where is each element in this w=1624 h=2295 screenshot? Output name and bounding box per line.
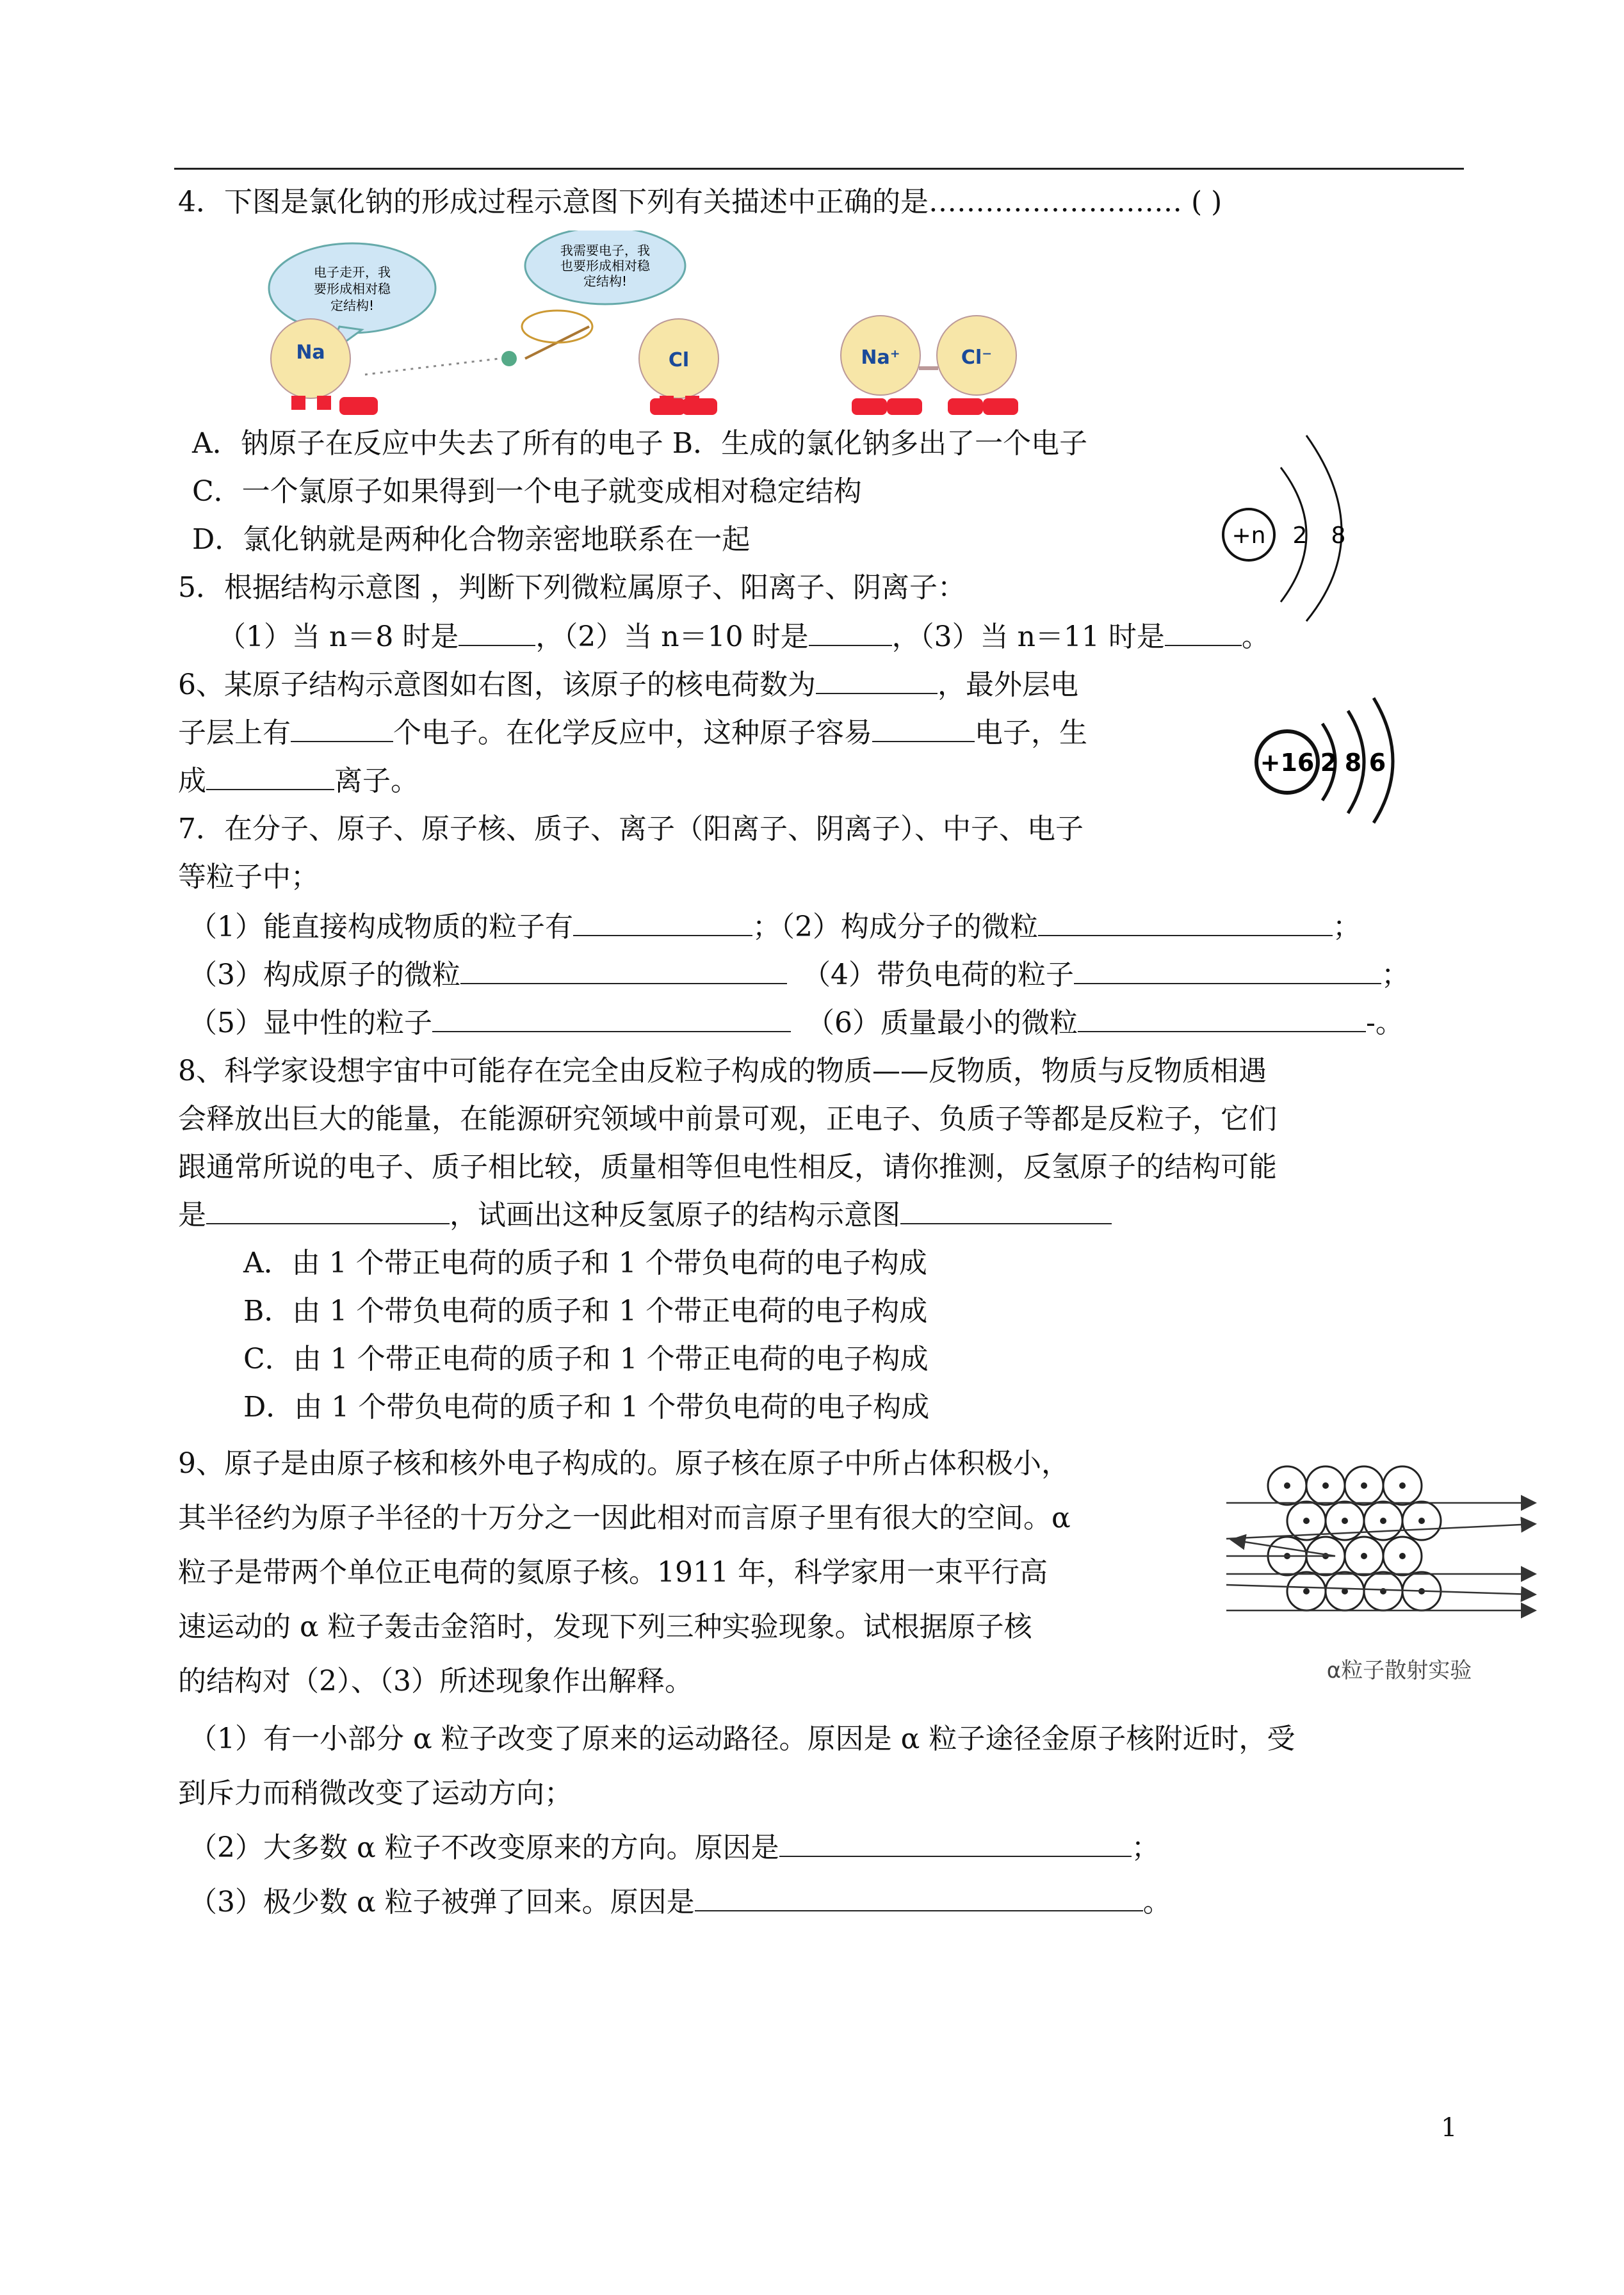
q7-item3: （3）构成原子的微粒 bbox=[189, 959, 460, 991]
alpha-scattering-figure bbox=[1220, 1457, 1559, 1700]
q5-stem: 5．根据结构示意图 ，判断下列微粒属原子、阳离子、阴离子： bbox=[178, 571, 966, 604]
q5-sub-end: 。 bbox=[1241, 620, 1270, 653]
q5-shell-1: 2 bbox=[1292, 523, 1308, 549]
q8-option-a: A．由 1 个带正电荷的质子和 1 个带负电荷的电子构成 bbox=[243, 1247, 927, 1279]
q4-stem: 4．下图是氯化钠的形成过程示意图下列有关描述中正确的是……………………… ( ) bbox=[178, 186, 1222, 218]
cl-ion-label: Cl⁻ bbox=[961, 346, 993, 369]
q7-row1 bbox=[189, 909, 1361, 945]
q4-option-d: D．氯化钠就是两种化合物亲密地联系在一起 bbox=[192, 523, 751, 556]
q7-row3 bbox=[189, 1005, 1404, 1041]
q5-sub2-label: ，（2）当 n＝10 时是 bbox=[535, 620, 809, 653]
q6-line2a: 子层上有 bbox=[178, 717, 291, 749]
q7-row2-end: ； bbox=[1381, 959, 1409, 991]
q7-blank-1[interactable] bbox=[573, 909, 752, 936]
q4-option-ab: A．钠原子在反应中失去了所有的电子 B．生成的氯化钠多出了一个电子 bbox=[192, 427, 1088, 460]
q9-blank-3[interactable] bbox=[695, 1885, 1143, 1911]
q6-line1 bbox=[178, 667, 1078, 703]
q8-line4b: ，试画出这种反氢原子的结构示意图 bbox=[450, 1199, 900, 1231]
q9-p1-line1: （1）有一小部分 α 粒子改变了原来的运动路径。原因是 α 粒子途径金原子核附近时，受 bbox=[189, 1723, 1295, 1755]
bubble2-line3: 定结构! bbox=[583, 273, 628, 289]
q9-p2-label: （2）大多数 α 粒子不改变原来的方向。原因是 bbox=[189, 1831, 779, 1864]
q6-line2c: 电子，生 bbox=[975, 717, 1087, 749]
q7-row1-end: ； bbox=[1333, 911, 1361, 943]
q5-sub3-label: ，（3）当 n＝11 时是 bbox=[891, 620, 1165, 653]
q7-row2 bbox=[189, 957, 1409, 993]
nacl-illustration bbox=[256, 231, 1089, 423]
q7-blank-2[interactable] bbox=[1038, 909, 1333, 936]
q8-blank-diagram[interactable] bbox=[900, 1197, 1112, 1224]
q9-line2: 其半径约为原子半径的十万分之一因此相对而言原子里有很大的空间。α bbox=[178, 1502, 1071, 1534]
bubble1-line2: 要形成相对稳 bbox=[314, 281, 391, 296]
q6-shell-1: 2 bbox=[1320, 749, 1338, 777]
q6-line3a: 成 bbox=[178, 765, 206, 797]
na-label: Na bbox=[296, 341, 325, 364]
q7-line1: 7．在分子、原子、原子核、质子、离子（阳离子、阴离子）、中子、电子 bbox=[178, 813, 1084, 845]
q5-blank-2[interactable] bbox=[809, 619, 892, 646]
q6-blank-charge[interactable] bbox=[816, 667, 938, 694]
q8-option-d: D．由 1 个带负电荷的质子和 1 个带负电荷的电子构成 bbox=[243, 1391, 930, 1423]
q9-p2 bbox=[189, 1830, 1160, 1866]
q7-item4: （4）带负电荷的粒子 bbox=[802, 959, 1074, 991]
top-rule bbox=[174, 168, 1464, 170]
q8-option-c: C．由 1 个带正电荷的质子和 1 个带正电荷的电子构成 bbox=[243, 1343, 929, 1375]
q7-row3-end: -。 bbox=[1366, 1007, 1404, 1039]
q8-option-b: B．由 1 个带负电荷的质子和 1 个带正电荷的电子构成 bbox=[243, 1295, 928, 1327]
q7-item6: （6）质量最小的微粒 bbox=[806, 1007, 1078, 1039]
q8-line2: 会释放出巨大的能量，在能源研究领域中前景可观，正电子、负质子等都是反粒子，它们 bbox=[178, 1103, 1277, 1135]
alpha-figure-caption: α粒子散射实验 bbox=[1326, 1658, 1472, 1683]
q5-sub1-label: （1）当 n＝8 时是 bbox=[218, 620, 459, 653]
q6-line3b: 离子。 bbox=[334, 765, 419, 797]
q5-structure-diagram bbox=[1210, 429, 1370, 628]
q7-item5: （5）显中性的粒子 bbox=[189, 1007, 432, 1039]
q5-nucleus: +n bbox=[1231, 523, 1266, 549]
q9-p3-label: （3）极少数 α 粒子被弹了回来。原因是 bbox=[189, 1886, 695, 1918]
bubble1-line3: 定结构! bbox=[330, 298, 375, 313]
q7-line2: 等粒子中； bbox=[178, 861, 319, 893]
q9-p3 bbox=[189, 1885, 1171, 1920]
q7-blank-3[interactable] bbox=[460, 957, 787, 984]
q9-line1: 9、原子是由原子核和核外电子构成的。原子核在原子中所占体积极小， bbox=[178, 1447, 1069, 1480]
q9-line4: 速运动的 α 粒子轰击金箔时，发现下列三种实验现象。试根据原子核 bbox=[178, 1610, 1032, 1643]
q6-blank-gainlose[interactable] bbox=[872, 715, 975, 742]
page-number: 1 bbox=[1441, 2113, 1458, 2143]
q5-blank-3[interactable] bbox=[1165, 619, 1242, 646]
q9-p1-line2: 到斥力而稍微改变了运动方向； bbox=[178, 1777, 572, 1810]
q9-line3: 粒子是带两个单位正电荷的氦原子核。1911 年，科学家用一束平行高 bbox=[178, 1556, 1048, 1589]
q6-shell-2: 8 bbox=[1344, 749, 1362, 777]
q6-structure-diagram bbox=[1252, 692, 1406, 826]
na-ion-label: Na⁺ bbox=[861, 346, 900, 369]
q7-item2: ；（2）构成分子的微粒 bbox=[752, 911, 1038, 943]
q8-line4a: 是 bbox=[178, 1199, 206, 1231]
q9-p3-end: 。 bbox=[1142, 1886, 1171, 1918]
q7-blank-5[interactable] bbox=[432, 1005, 791, 1032]
q6-nucleus: +16 bbox=[1260, 749, 1315, 777]
q5-sub bbox=[218, 619, 1270, 655]
q9-line5: 的结构对（2）、（3）所述现象作出解释。 bbox=[178, 1665, 693, 1698]
q6-line1b: ，最外层电 bbox=[938, 669, 1078, 701]
q7-blank-4[interactable] bbox=[1074, 957, 1381, 984]
q6-shell-3: 6 bbox=[1368, 749, 1386, 777]
q5-shell-2: 8 bbox=[1331, 523, 1346, 549]
q6-blank-ion[interactable] bbox=[206, 763, 334, 790]
bubble1-line1: 电子走开，我 bbox=[314, 264, 391, 280]
q9-p2-end: ； bbox=[1131, 1831, 1160, 1864]
q6-line3 bbox=[178, 763, 419, 799]
bubble2-line2: 也要形成相对稳 bbox=[560, 258, 650, 273]
bubble2-line1: 我需要电子，我 bbox=[560, 243, 650, 258]
q8-line3: 跟通常所说的电子、质子相比较，质量相等但电性相反，请你推测，反氢原子的结构可能 bbox=[178, 1151, 1277, 1183]
q7-blank-6[interactable] bbox=[1078, 1005, 1366, 1032]
q8-blank-structure[interactable] bbox=[206, 1197, 450, 1224]
q4-option-c: C．一个氯原子如果得到一个电子就变成相对稳定结构 bbox=[192, 475, 862, 508]
q6-blank-electrons[interactable] bbox=[291, 715, 393, 742]
q6-line2 bbox=[178, 715, 1087, 751]
q6-line2b: 个电子。在化学反应中，这种原子容易 bbox=[393, 717, 872, 749]
q5-blank-1[interactable] bbox=[459, 619, 535, 646]
q6-line1a: 6、某原子结构示意图如右图，该原子的核电荷数为 bbox=[178, 669, 816, 701]
cl-label: Cl bbox=[668, 349, 690, 371]
q8-line1: 8、科学家设想宇宙中可能存在完全由反粒子构成的物质——反物质，物质与反物质相遇 bbox=[178, 1055, 1267, 1087]
q7-item1: （1）能直接构成物质的粒子有 bbox=[189, 911, 573, 943]
q8-line4 bbox=[178, 1197, 1112, 1233]
q9-blank-2[interactable] bbox=[779, 1830, 1132, 1857]
